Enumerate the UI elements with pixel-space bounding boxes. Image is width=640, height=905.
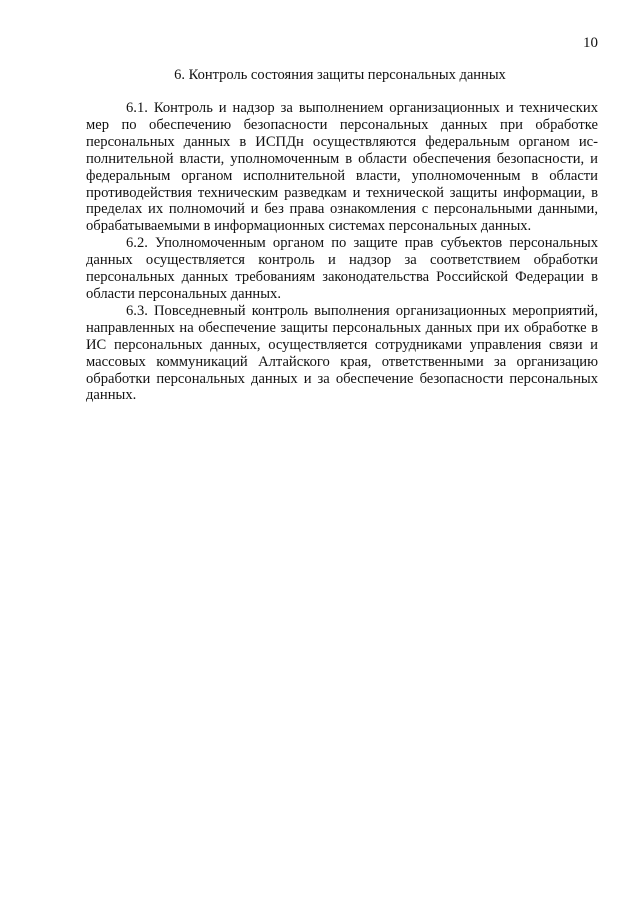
paragraph-6-2: 6.2. Уполномоченным органом по защите прав субъектов персональных данных осуществляется контроль и надзор за соответствием обработки персональных данных требованиям законодательства Российской Федерации в области персональных данных. [86, 235, 598, 302]
section-heading: 6. Контроль состояния защиты персональных данных [174, 67, 506, 83]
paragraph-6-3: 6.3. Повседневный контроль выполнения организационных мероприятий, направленных на обеспечение защиты персональных данных при их обработке в ИС персональных данных, осуществляется сотрудниками управления связи и массовых коммуникаций Алтайского края, ответственными за организацию обработки персональных данных и за обеспечение безопасности персональных данных. [86, 302, 598, 404]
paragraph-6-1: 6.1. Контроль и надзор за выполнением организационных и технических мер по обеспечению безопасности персональных данных при обработке персональных данных в ИСПДн осуществляются федеральным органом исполнительной власти, уполномоченным в области обеспечения безопасности, и федеральным органом исполнительной власти, уполномоченным в области противодействия техническим разведкам и технической защиты информации, в пределах их полномочий и без права ознакомления с персональными данными, обрабатываемыми в информационных системах персональных данных. [86, 100, 598, 235]
page-number: 10 [583, 35, 598, 51]
section-body [86, 100, 598, 404]
